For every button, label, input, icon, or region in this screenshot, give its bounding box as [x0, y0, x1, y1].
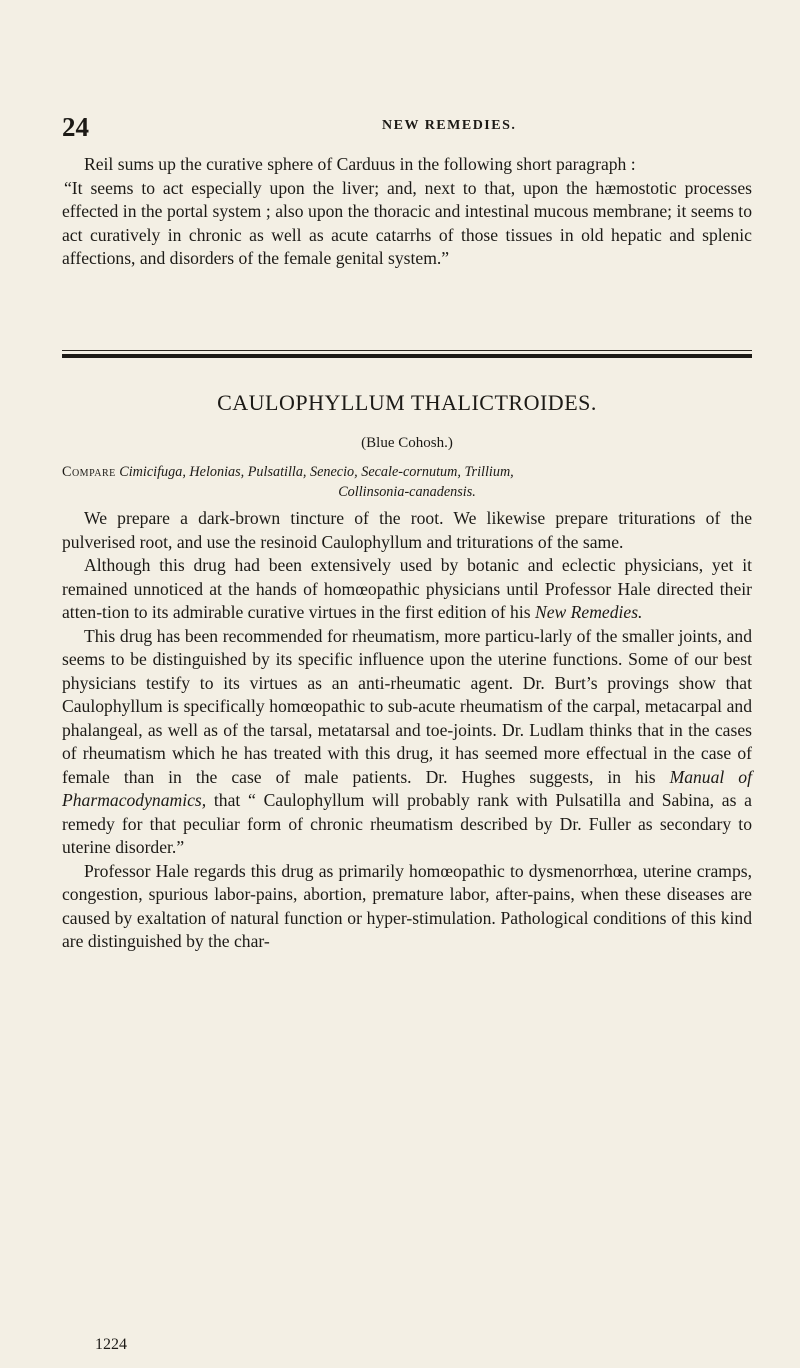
- section-common-name: (Blue Cohosh.): [361, 435, 453, 451]
- main-text: [62, 507, 752, 954]
- paragraph-preparation: We prepare a dark-brown tincture of the root. We likewise prepare triturations of the pulverised root, and use the resinoid Caulophyllum and triturations of the same.: [62, 508, 752, 552]
- compare-list-2: Collinsonia-canadensis.: [338, 484, 476, 500]
- compare-label: Compare: [62, 464, 116, 480]
- section-title: CAULOPHYLLUM THALICTROIDES.: [217, 390, 597, 415]
- paragraph-rheumatism: [62, 625, 752, 860]
- rheumatism-quote: that “ Caulophyllum will probably rank with Pulsatilla and Sabina, as a remedy for that peculiar form of chronic rheumatism described by Dr. Fuller as secondary to uterine disorder.”: [62, 790, 752, 857]
- intro-lead: Reil sums up the curative sphere of Carduus in the following short paragraph :: [84, 154, 636, 174]
- compare-note: [62, 462, 752, 502]
- page-number: 24: [62, 112, 89, 142]
- paragraph-hale: Professor Hale regards this drug as primarily homœopathic to dysmenorrhœa, uterine cramps, congestion, spurious labor-pains, abortion, premature labor, after-pains, when these diseases are caused by exaltation of natural function or hyper-stimulation. Pathological conditions of this kind are distinguished by the char-: [62, 860, 752, 951]
- page-header: [62, 112, 752, 142]
- divider-thick-rule: [62, 354, 752, 358]
- compare-list-1: Cimicifuga, Helonias, Pulsatilla, Senecio, Secale-cornutum, Trillium,: [119, 464, 514, 480]
- intro-block: [62, 153, 752, 271]
- running-head: NEW REMEDIES.: [382, 118, 517, 133]
- history-text: Although this drug had been extensively used by botanic and eclectic physicians, yet it remained unnoticed at the hands of homœopathic physicians until Professor Hale directed their atten-tion to its admirable curative virtues in the first edition of his: [62, 555, 752, 622]
- book-title-new-remedies: New Remedies.: [534, 602, 643, 622]
- rheumatism-text: This drug has been recommended for rheumatism, more particu-larly of the smaller joints, and seems to be distinguished by its specific influence upon the uterine functions. Some of our best physicians testify to its virtues as an anti-rheumatic agent. Dr. Burt’s provings show that Caulophyllum is specifically homœopathic to sub-acute rheumatism of the carpal, metacarpal and phalangeal, as well as of the tarsal, metatarsal and toe-joints. Dr. Ludlam thinks that in the cases of rheumatism which he has treated with this drug, it has seemed more effectual in the case of female than in the case of male patients. Dr. Hughes suggests, in his: [62, 625, 752, 787]
- section-divider: [62, 350, 752, 358]
- signature-mark: 1224: [95, 1336, 127, 1353]
- divider-thin-rule: [62, 350, 752, 351]
- paragraph-history: [62, 554, 752, 625]
- intro-quote: “It seems to act especially upon the liver; and, next to that, upon the hæmostotic processes effected in the portal system ; also upon the thoracic and intestinal mucous membrane; it seems to act curatively in chronic as well as acute catarrhs of those tissues in old hepatic and splenic affections, and disorders of the female genital system.”: [62, 177, 752, 268]
- book-title-manual: Manual of Pharmacodynamics,: [62, 766, 752, 810]
